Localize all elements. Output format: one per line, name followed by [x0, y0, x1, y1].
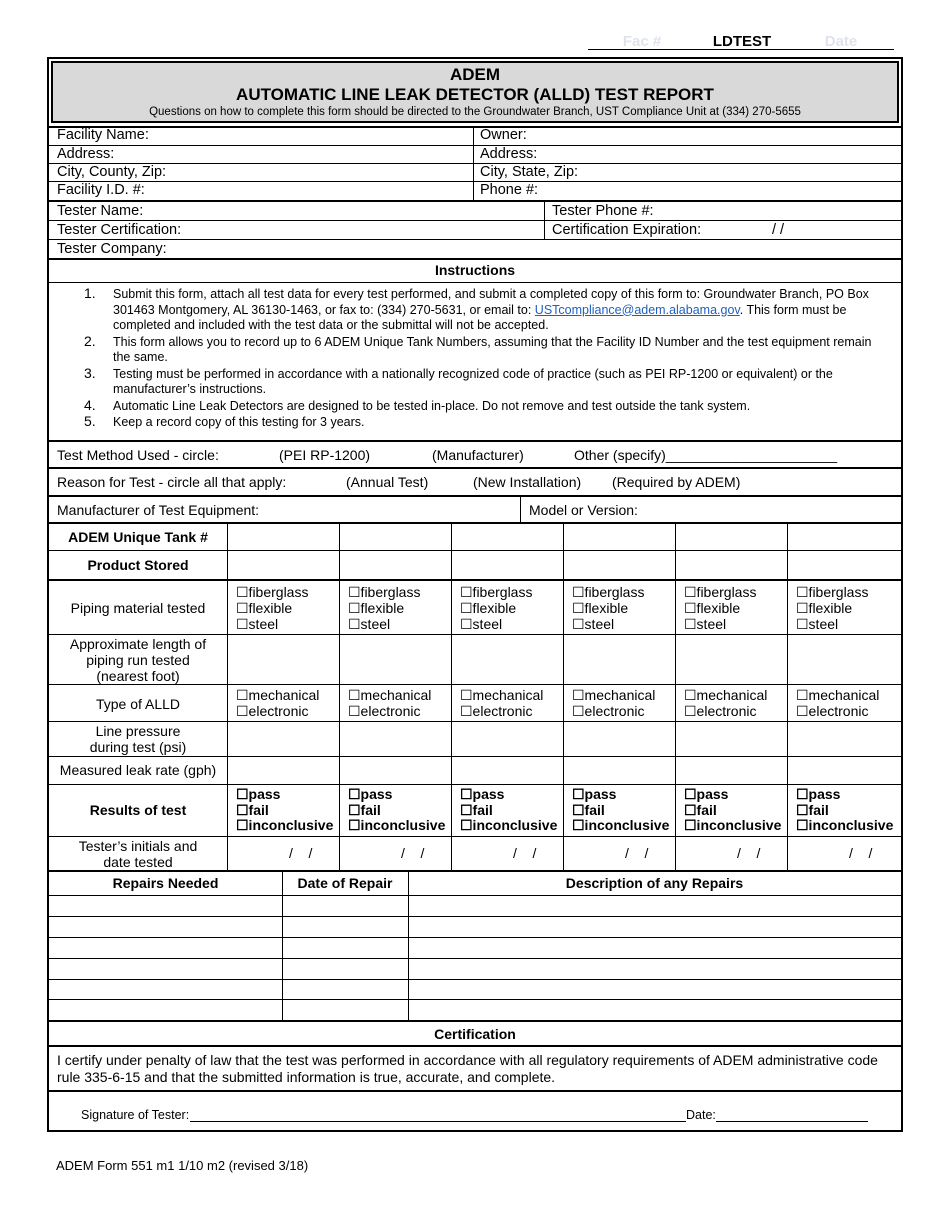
alld-type-checkbox[interactable]: ☐electronic — [796, 703, 869, 719]
facility-id-field[interactable]: Facility I.D. #: — [57, 182, 145, 198]
method-option-manufacturer[interactable]: (Manufacturer) — [432, 447, 524, 463]
piping-checkbox[interactable]: ☐fiberglass — [684, 584, 757, 600]
reason-option-new[interactable]: (New Installation) — [473, 474, 582, 490]
alld-type-options — [796, 687, 879, 719]
cert-expiration-slashes: / / — [772, 222, 785, 238]
tester-name-field[interactable]: Tester Name: — [57, 203, 144, 219]
fac-number-field[interactable]: Fac # — [588, 33, 696, 50]
piping-checkbox[interactable]: ☐fiberglass — [572, 584, 645, 600]
piping-checkbox[interactable]: ☐steel — [348, 616, 391, 632]
instruction-item: 1. Submit this form, attach all test data for every test performed, and submit a completed copy of this form to: Groundwater Branch, PO Box 301463 Montgomery, AL 36130-1463, or fax to: (334) 270-5631, or email to: USTcompliance@adem.alabama.gov. This form must be completed and included with the test data or the submittal will not be accepted. — [84, 285, 869, 332]
tester-date-field[interactable]: / / — [625, 845, 649, 861]
result-checkbox[interactable]: ☐inconclusive — [460, 817, 558, 833]
row-label-length: Approximate length of piping run tested (nearest foot) — [69, 636, 207, 684]
result-options — [460, 787, 557, 834]
alld-type-checkbox[interactable]: ☐electronic — [236, 703, 309, 719]
alld-type-checkbox[interactable]: ☐electronic — [460, 703, 533, 719]
repairs-col-description: Description of any Repairs — [565, 875, 744, 891]
row-label-initials: Tester’s initials and date tested — [78, 838, 198, 870]
owner-phone-field[interactable]: Phone #: — [480, 182, 539, 198]
piping-material-options — [684, 584, 756, 632]
owner-address-field[interactable]: Address: — [480, 146, 538, 162]
row-label-tank: ADEM Unique Tank # — [68, 529, 208, 545]
equipment-model-field[interactable]: Model or Version: — [529, 502, 638, 518]
instruction-item: 4. Automatic Line Leak Detectors are designed to be tested in-place. Do not remove and test outside the tank system. — [84, 396, 751, 413]
tester-date-field[interactable]: / / — [289, 845, 313, 861]
row-label-results: Results of test — [89, 802, 187, 818]
method-option-other[interactable]: Other (specify)______________________ — [574, 447, 838, 463]
alld-type-options — [684, 687, 767, 719]
alld-type-checkbox[interactable]: ☐mechanical — [348, 687, 432, 703]
row-label-leak-rate: Measured leak rate (gph) — [59, 762, 217, 778]
piping-checkbox[interactable]: ☐flexible — [460, 600, 517, 616]
reason-option-required[interactable]: (Required by ADEM) — [612, 474, 741, 490]
row-label-product: Product Stored — [87, 557, 189, 573]
reason-option-annual[interactable]: (Annual Test) — [346, 474, 429, 490]
piping-checkbox[interactable]: ☐fiberglass — [460, 584, 533, 600]
piping-checkbox[interactable]: ☐steel — [796, 616, 839, 632]
instruction-item: 3. Testing must be performed in accordance with a nationally recognized code of practice (such as PEI RP-1200 or equivalent) or the manufacturer’s instructions. — [84, 364, 833, 396]
email-link[interactable]: USTcompliance@adem.alabama.gov — [534, 302, 740, 317]
alld-type-checkbox[interactable]: ☐mechanical — [460, 687, 544, 703]
facility-address-field[interactable]: Address: — [57, 146, 115, 162]
piping-material-options — [348, 584, 420, 632]
result-checkbox[interactable]: ☐pass — [684, 786, 729, 802]
instruction-item: 2. This form allows you to record up to 6 ADEM Unique Tank Numbers, assuming that the Facility ID Number and the test equipment remain the same. — [84, 332, 872, 364]
reason-label: Reason for Test - circle all that apply: — [57, 474, 287, 490]
alld-type-checkbox[interactable]: ☐electronic — [684, 703, 757, 719]
tester-date-field[interactable]: / / — [849, 845, 873, 861]
result-checkbox[interactable]: ☐fail — [684, 801, 717, 818]
tester-certification-field[interactable]: Tester Certification: — [57, 222, 182, 238]
result-checkbox[interactable]: ☐pass — [460, 786, 505, 802]
piping-material-options — [460, 584, 532, 632]
result-checkbox[interactable]: ☐fail — [348, 801, 381, 818]
alld-type-checkbox[interactable]: ☐electronic — [572, 703, 645, 719]
piping-checkbox[interactable]: ☐steel — [684, 616, 727, 632]
owner-city-field[interactable]: City, State, Zip: — [480, 164, 579, 180]
piping-checkbox[interactable]: ☐fiberglass — [796, 584, 869, 600]
tester-date-field[interactable]: / / — [737, 845, 761, 861]
row-label-piping: Piping material tested — [70, 600, 206, 616]
agency-name: ADEM — [449, 65, 501, 84]
row-label-alld-type: Type of ALLD — [95, 696, 181, 712]
result-checkbox[interactable]: ☐inconclusive — [348, 817, 446, 833]
test-method-label: Test Method Used - circle: — [57, 447, 219, 463]
equipment-manufacturer-field[interactable]: Manufacturer of Test Equipment: — [57, 502, 260, 518]
form-title: AUTOMATIC LINE LEAK DETECTOR (ALLD) TEST REPORT — [236, 85, 714, 104]
alld-type-options — [460, 687, 543, 719]
alld-type-checkbox[interactable]: ☐electronic — [348, 703, 421, 719]
signature-line[interactable] — [190, 1121, 686, 1122]
repairs-col-date: Date of Repair — [297, 875, 393, 891]
result-checkbox[interactable]: ☐fail — [236, 801, 269, 818]
piping-checkbox[interactable]: ☐steel — [460, 616, 503, 632]
piping-checkbox[interactable]: ☐flexible — [572, 600, 629, 616]
tester-company-field[interactable]: Tester Company: — [57, 241, 167, 257]
piping-checkbox[interactable]: ☐steel — [572, 616, 615, 632]
repairs-col-needed: Repairs Needed — [112, 875, 219, 891]
alld-type-checkbox[interactable]: ☐mechanical — [236, 687, 320, 703]
alld-type-options — [236, 687, 319, 719]
piping-checkbox[interactable]: ☐steel — [236, 616, 279, 632]
result-checkbox[interactable]: ☐pass — [348, 786, 393, 802]
tester-date-field[interactable]: / / — [401, 845, 425, 861]
method-option-pei[interactable]: (PEI RP-1200) — [279, 447, 371, 463]
alld-type-checkbox[interactable]: ☐mechanical — [572, 687, 656, 703]
result-options — [796, 787, 893, 834]
date-field[interactable]: Date — [788, 33, 894, 50]
result-options — [236, 787, 333, 834]
piping-checkbox[interactable]: ☐flexible — [796, 600, 853, 616]
piping-material-options — [796, 584, 868, 632]
tester-date-field[interactable]: / / — [513, 845, 537, 861]
piping-material-options — [572, 584, 644, 632]
alld-type-checkbox[interactable]: ☐mechanical — [684, 687, 768, 703]
piping-checkbox[interactable]: ☐fiberglass — [348, 584, 421, 600]
form-subtitle: Questions on how to complete this form should be directed to the Groundwater Branch, UST Compliance Unit at (334) 270-5655 — [149, 106, 801, 118]
piping-checkbox[interactable]: ☐flexible — [348, 600, 405, 616]
row-label-pressure: Line pressure during test (psi) — [89, 723, 187, 755]
piping-checkbox[interactable]: ☐fiberglass — [236, 584, 309, 600]
signature-date-line[interactable] — [716, 1121, 868, 1122]
piping-checkbox[interactable]: ☐flexible — [236, 600, 293, 616]
result-checkbox[interactable]: ☐pass — [236, 786, 281, 802]
alld-type-options — [572, 687, 655, 719]
alld-type-options — [348, 687, 431, 719]
result-checkbox[interactable]: ☐fail — [572, 801, 605, 818]
facility-city-field[interactable]: City, County, Zip: — [57, 164, 167, 180]
form-header — [51, 61, 899, 123]
form-code: LDTEST — [696, 33, 788, 50]
result-options — [684, 787, 781, 834]
result-checkbox[interactable]: ☐inconclusive — [572, 817, 670, 833]
result-checkbox[interactable]: ☐fail — [460, 801, 493, 818]
certification-statement: I certify under penalty of law that the test was performed in accordance with all regulatory requirements of ADEM administrative code rule 335-6-15 and that the submitted information is true, accurate, and complete. — [57, 1052, 878, 1085]
result-checkbox[interactable]: ☐pass — [572, 786, 617, 802]
form-id-bar — [588, 33, 894, 51]
result-checkbox[interactable]: ☐fail — [796, 801, 829, 818]
certification-title: Certification — [434, 1026, 516, 1042]
alld-type-checkbox[interactable]: ☐mechanical — [796, 687, 880, 703]
result-checkbox[interactable]: ☐inconclusive — [796, 817, 894, 833]
instructions-title: Instructions — [434, 262, 516, 278]
owner-field[interactable]: Owner: — [480, 127, 527, 143]
instructions-list — [84, 287, 892, 432]
result-options — [572, 787, 669, 834]
tester-phone-field[interactable]: Tester Phone #: — [552, 203, 654, 219]
signature-label: Signature of Tester: — [81, 1108, 190, 1122]
piping-checkbox[interactable]: ☐flexible — [684, 600, 741, 616]
result-options — [348, 787, 445, 834]
signature-date-label: Date: — [686, 1108, 716, 1122]
result-checkbox[interactable]: ☐pass — [796, 786, 841, 802]
piping-material-options — [236, 584, 308, 632]
facility-name-field[interactable]: Facility Name: — [57, 127, 149, 143]
form-number: ADEM Form 551 m1 1/10 m2 (revised 3/18) — [56, 1158, 309, 1173]
result-checkbox[interactable]: ☐inconclusive — [684, 817, 782, 833]
cert-expiration-field[interactable]: Certification Expiration: — [552, 222, 702, 238]
result-checkbox[interactable]: ☐inconclusive — [236, 817, 334, 833]
instruction-item: 5. Keep a record copy of this testing for 3 years. — [84, 413, 365, 429]
